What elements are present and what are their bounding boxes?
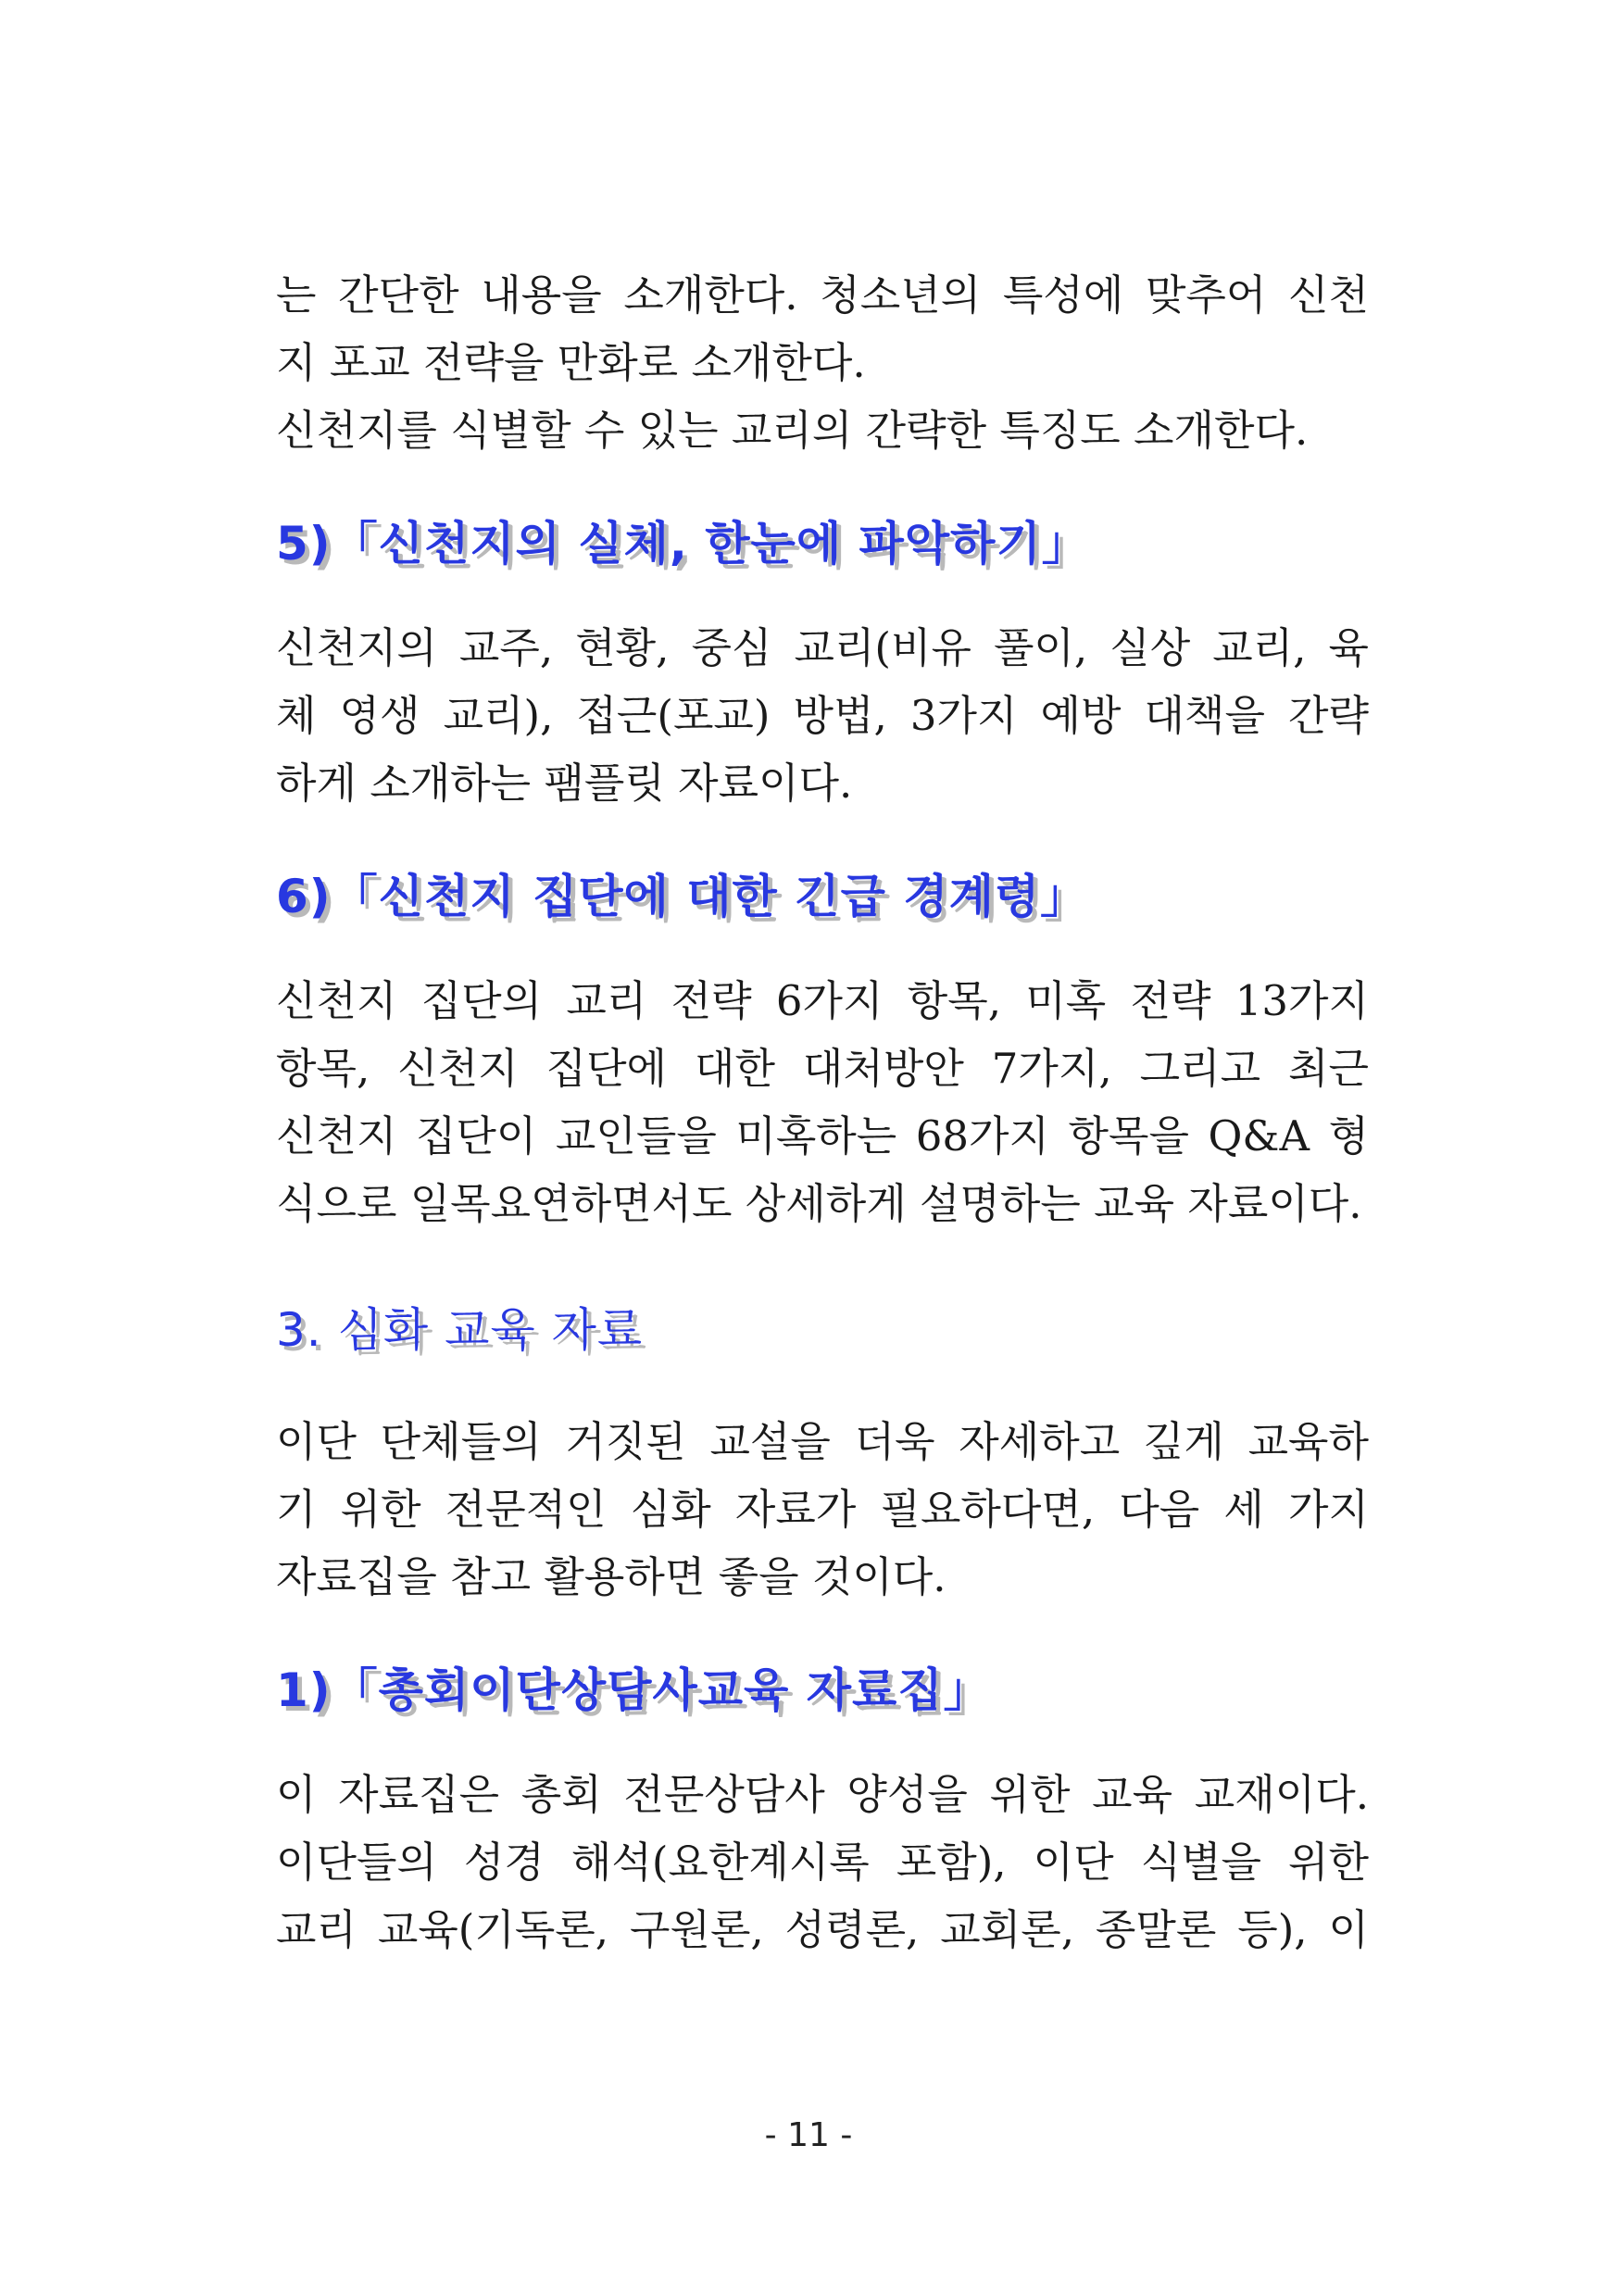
page-number: - 11 - — [764, 2116, 853, 2154]
text-line: 체 영생 교리), 접근(포교) 방법, 3가지 예방 대책을 간략 — [276, 691, 1369, 740]
text-line: 이단들의 성경 해석(요한계시록 포함), 이단 식별을 위한 — [276, 1838, 1369, 1887]
text-line: 이단 단체들의 거짓된 교설을 더욱 자세하고 깊게 교육하 — [276, 1417, 1369, 1466]
text-line: 하게 소개하는 팸플릿 자료이다. — [276, 759, 853, 808]
paragraph-item-6 — [276, 967, 1369, 1237]
text-line: 신천지 집단의 교리 전략 6가지 항목, 미혹 전략 13가지 — [276, 976, 1369, 1025]
paragraph-intro — [276, 261, 1369, 464]
text-line: 신천지 집단이 교인들을 미혹하는 68가지 항목을 Q&A 형 — [276, 1111, 1369, 1161]
text-line: 지 포교 전략을 만화로 소개한다. — [276, 338, 866, 387]
section-heading-3: 3. 심화 교육 자료 — [276, 1303, 644, 1357]
text-line: 식으로 일목요연하면서도 상세하게 설명하는 교육 자료이다. — [276, 1179, 1362, 1228]
paragraph-item-3-1 — [276, 1761, 1369, 1964]
page-content — [276, 261, 1369, 1964]
text-line: 신천지를 식별할 수 있는 교리의 간략한 특징도 소개한다. — [276, 406, 1309, 455]
text-line: 항목, 신천지 집단에 대한 대처방안 7가지, 그리고 최근 — [276, 1044, 1369, 1093]
paragraph-section-3 — [276, 1408, 1369, 1611]
heading-item-5: 5)「신천지의 실체, 한눈에 파악하기」 — [276, 517, 1089, 571]
text-line: 자료집을 참고 활용하면 좋을 것이다. — [276, 1552, 946, 1601]
paragraph-item-5 — [276, 614, 1369, 817]
text-line: 교리 교육(기독론, 구원론, 성령론, 교회론, 종말론 등), 이 — [276, 1905, 1369, 1954]
heading-item-3-1: 1)「총회이단상담사교육 자료집」 — [276, 1663, 991, 1717]
text-line: 신천지의 교주, 현황, 중심 교리(비유 풀이, 실상 교리, 육 — [276, 623, 1369, 672]
text-line: 이 자료집은 총회 전문상담사 양성을 위한 교육 교재이다. — [276, 1770, 1369, 1819]
heading-item-6: 6)「신천지 집단에 대한 긴급 경계령」 — [276, 870, 1088, 923]
text-line: 는 간단한 내용을 소개한다. 청소년의 특성에 맞추어 신천 — [276, 270, 1369, 320]
text-line: 기 위한 전문적인 심화 자료가 필요하다면, 다음 세 가지 — [276, 1485, 1369, 1534]
